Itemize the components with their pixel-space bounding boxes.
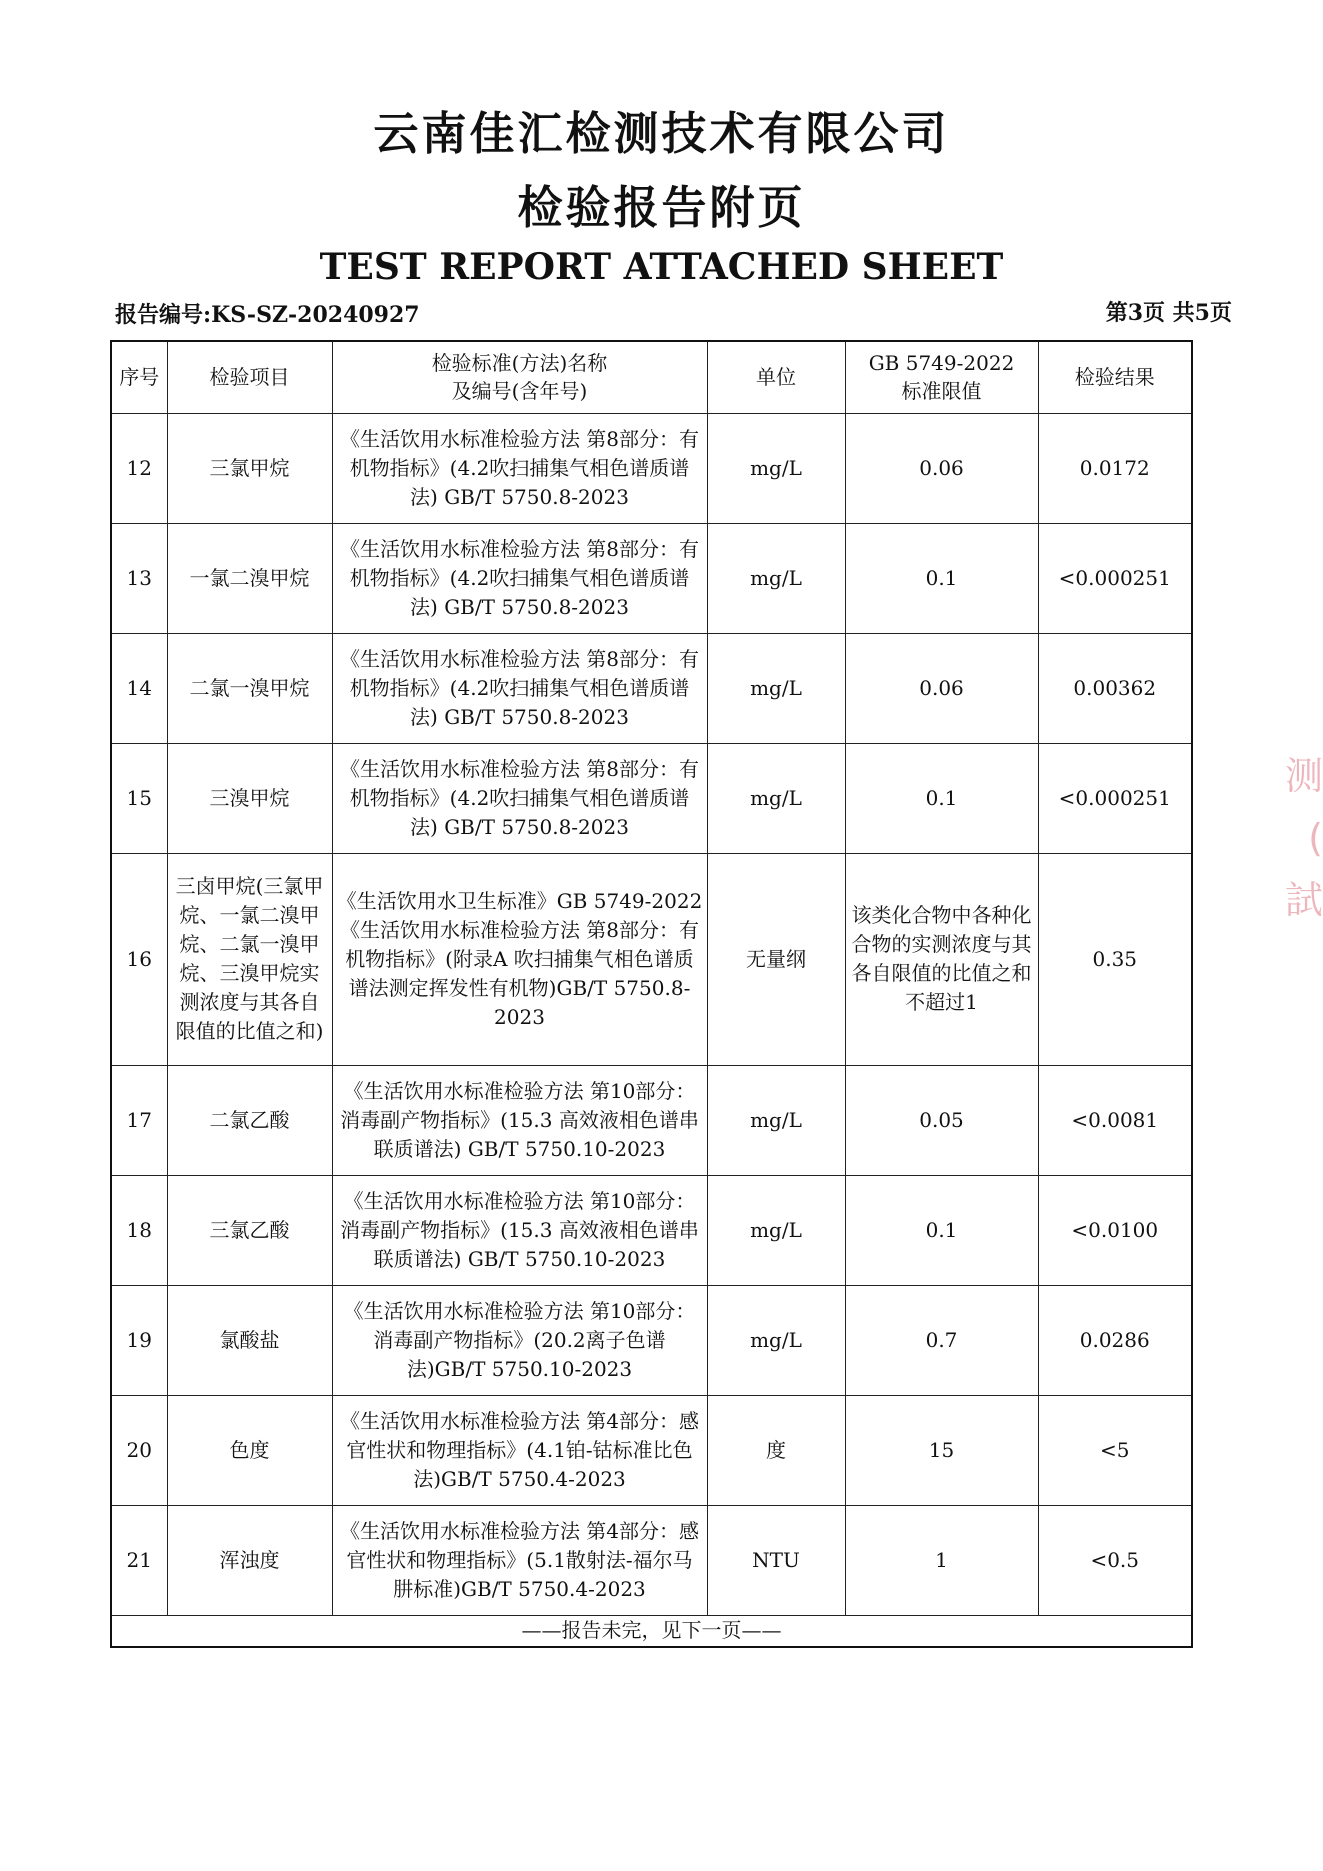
header-limit-line2: 标准限值: [901, 379, 982, 404]
header-method: [332, 341, 707, 413]
table-row: [111, 743, 1192, 853]
cell-limit: 0.1: [845, 523, 1038, 633]
continuation-note: ——报告未完，见下一页——: [111, 1615, 1192, 1647]
cell-item: 三卤甲烷(三氯甲烷、一氯二溴甲烷、二氯一溴甲烷、三溴甲烷实测浓度与其各自限值的比值之和): [167, 853, 332, 1065]
cell-item: 色度: [167, 1395, 332, 1505]
cell-seq: 12: [111, 413, 167, 523]
cell-unit: mg/L: [707, 1175, 845, 1285]
cell-method: 《生活饮用水标准检验方法 第8部分：有机物指标》(4.2吹扫捕集气相色谱质谱法) GB/T 5750.8-2023: [332, 743, 707, 853]
cell-unit: 无量纲: [707, 853, 845, 1065]
cell-method: 《生活饮用水标准检验方法 第8部分：有机物指标》(4.2吹扫捕集气相色谱质谱法) GB/T 5750.8-2023: [332, 633, 707, 743]
header-unit: 单位: [707, 341, 845, 413]
report-title-en: TEST REPORT ATTACHED SHEET: [319, 246, 1004, 288]
cell-result: <0.0081: [1038, 1065, 1192, 1175]
report-number: 报告编号:KS-SZ-20240927: [115, 302, 420, 328]
table-row: [111, 853, 1192, 1065]
cell-limit: 该类化合物中各种化合物的实测浓度与其各自限值的比值之和不超过1: [845, 853, 1038, 1065]
cell-result: 0.0172: [1038, 413, 1192, 523]
cell-method: 《生活饮用水标准检验方法 第10部分：消毒副产物指标》(15.3 高效液相色谱串联质谱法) GB/T 5750.10-2023: [332, 1065, 707, 1175]
cell-method: 《生活饮用水标准检验方法 第10部分：消毒副产物指标》(15.3 高效液相色谱串联质谱法) GB/T 5750.10-2023: [332, 1175, 707, 1285]
header-limit-line1: GB 5749-2022: [868, 351, 1015, 376]
cell-result: 0.35: [1038, 853, 1192, 1065]
cell-item: 二氯一溴甲烷: [167, 633, 332, 743]
results-table: [110, 340, 1193, 1648]
table-row: [111, 1065, 1192, 1175]
report-title-cn: 检验报告附页: [517, 181, 806, 234]
cell-method: 《生活饮用水标准检验方法 第8部分：有机物指标》(4.2吹扫捕集气相色谱质谱法) GB/T 5750.8-2023: [332, 413, 707, 523]
header-item: 检验项目: [167, 341, 332, 413]
header-seq: 序号: [111, 341, 167, 413]
table-row: [111, 413, 1192, 523]
cell-unit: mg/L: [707, 743, 845, 853]
cell-seq: 14: [111, 633, 167, 743]
cell-seq: 17: [111, 1065, 167, 1175]
cell-limit: 1: [845, 1505, 1038, 1615]
cell-result: 0.0286: [1038, 1285, 1192, 1395]
cell-seq: 16: [111, 853, 167, 1065]
cell-method: 《生活饮用水标准检验方法 第8部分：有机物指标》(4.2吹扫捕集气相色谱质谱法) GB/T 5750.8-2023: [332, 523, 707, 633]
company-name: 云南佳汇检测技术有限公司: [373, 107, 950, 160]
page-indicator: 第3页 共5页: [1105, 300, 1232, 326]
cell-limit: 0.05: [845, 1065, 1038, 1175]
cell-unit: NTU: [707, 1505, 845, 1615]
cell-method: 《生活饮用水卫生标准》GB 5749-2022 《生活饮用水标准检验方法 第8部分：有机物指标》(附录A 吹扫捕集气相色谱质谱法测定挥发性有机物)GB/T 5750.8-2023: [332, 853, 707, 1065]
cell-result: <0.0100: [1038, 1175, 1192, 1285]
cell-limit: 15: [845, 1395, 1038, 1505]
table-row: [111, 523, 1192, 633]
table-row: [111, 1505, 1192, 1615]
cell-seq: 18: [111, 1175, 167, 1285]
cell-item: 三溴甲烷: [167, 743, 332, 853]
cell-item: 二氯乙酸: [167, 1065, 332, 1175]
header-result: 检验结果: [1038, 341, 1192, 413]
cell-item: 三氯甲烷: [167, 413, 332, 523]
cell-seq: 13: [111, 523, 167, 633]
cell-limit: 0.06: [845, 633, 1038, 743]
cell-result: <5: [1038, 1395, 1192, 1505]
header-method-line2: 及编号(含年号): [451, 379, 588, 404]
cell-unit: mg/L: [707, 633, 845, 743]
cell-unit: mg/L: [707, 523, 845, 633]
cell-limit: 0.7: [845, 1285, 1038, 1395]
cell-seq: 15: [111, 743, 167, 853]
cell-method: 《生活饮用水标准检验方法 第4部分：感官性状和物理指标》(4.1铂-钴标准比色法)GB/T 5750.4-2023: [332, 1395, 707, 1505]
cell-method: 《生活饮用水标准检验方法 第10部分：消毒副产物指标》(20.2离子色谱法)GB/T 5750.10-2023: [332, 1285, 707, 1395]
table-row: [111, 1285, 1192, 1395]
cell-method: 《生活饮用水标准检验方法 第4部分：感官性状和物理指标》(5.1散射法-福尔马肼标准)GB/T 5750.4-2023: [332, 1505, 707, 1615]
table-footer-row: [111, 1615, 1192, 1647]
cell-item: 三氯乙酸: [167, 1175, 332, 1285]
seal-stamp-fragment: 测 ( 試: [1284, 754, 1323, 922]
cell-unit: mg/L: [707, 413, 845, 523]
table-header-row: [111, 341, 1192, 413]
header-method-line1: 检验标准(方法)名称: [431, 351, 608, 376]
cell-result: 0.00362: [1038, 633, 1192, 743]
cell-seq: 20: [111, 1395, 167, 1505]
cell-limit: 0.1: [845, 1175, 1038, 1285]
table-row: [111, 633, 1192, 743]
table-row: [111, 1175, 1192, 1285]
cell-seq: 21: [111, 1505, 167, 1615]
cell-result: <0.5: [1038, 1505, 1192, 1615]
cell-item: 氯酸盐: [167, 1285, 332, 1395]
cell-limit: 0.1: [845, 743, 1038, 853]
cell-limit: 0.06: [845, 413, 1038, 523]
header-limit: [845, 341, 1038, 413]
cell-item: 浑浊度: [167, 1505, 332, 1615]
cell-unit: 度: [707, 1395, 845, 1505]
cell-seq: 19: [111, 1285, 167, 1395]
table-row: [111, 1395, 1192, 1505]
cell-unit: mg/L: [707, 1285, 845, 1395]
cell-item: 一氯二溴甲烷: [167, 523, 332, 633]
cell-result: <0.000251: [1038, 743, 1192, 853]
cell-result: <0.000251: [1038, 523, 1192, 633]
cell-unit: mg/L: [707, 1065, 845, 1175]
